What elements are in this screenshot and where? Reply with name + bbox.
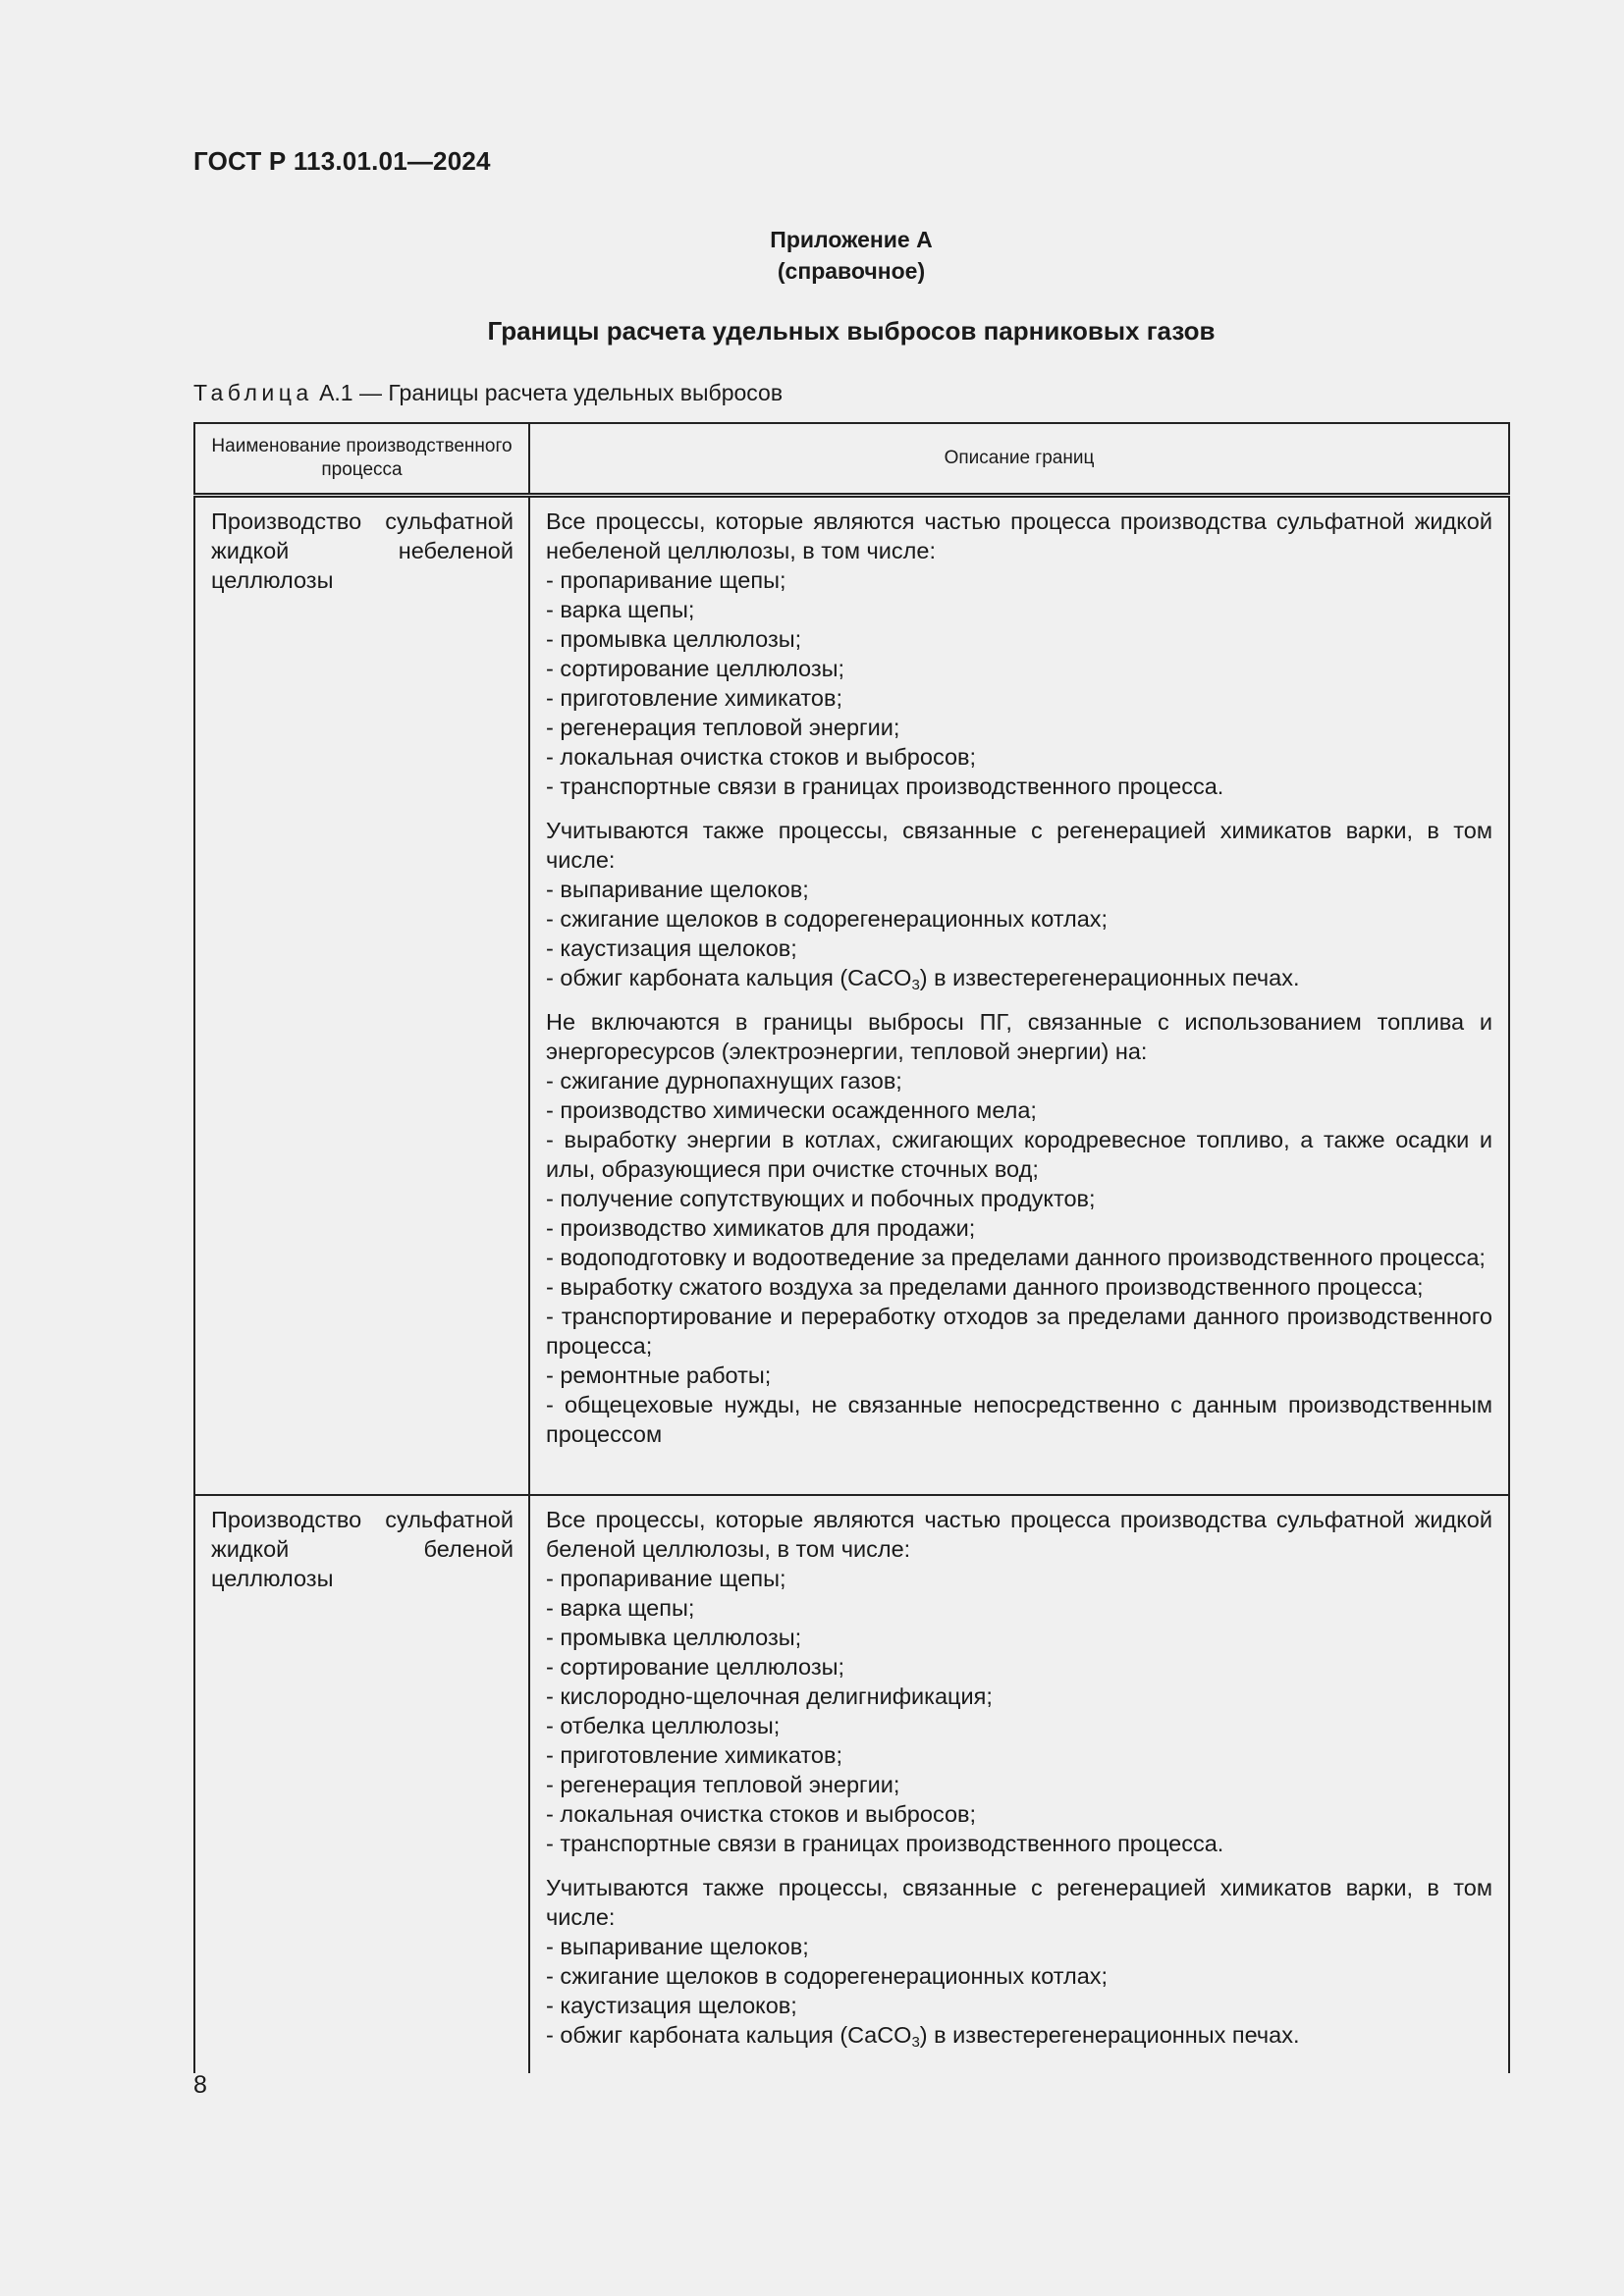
formula-subscript: 3 xyxy=(911,2034,920,2051)
list-item: - сжигание щелоков в содорегенерационных котлах; xyxy=(546,904,1492,934)
list-item: - варка щепы; xyxy=(546,1593,1492,1623)
header-process-name: Наименование производственного процесса xyxy=(194,423,529,496)
list-item: - ремонтные работы; xyxy=(546,1361,1492,1390)
block-intro: Учитываются также процессы, связанные с регенерацией химикатов варки, в том числе: xyxy=(546,1875,1492,1930)
list-item: - выпаривание щелоков; xyxy=(546,875,1492,904)
list-item: - общецеховые нужды, не связанные непосредственно с данным производственным процессом xyxy=(546,1390,1492,1449)
list-item: - выпаривание щелоков; xyxy=(546,1932,1492,1961)
table-caption-text: А.1 — Границы расчета удельных выбросов xyxy=(312,380,784,405)
appendix-kind: (справочное) xyxy=(777,258,926,284)
list-item: - транспортные связи в границах производственного процесса. xyxy=(546,1829,1492,1858)
list-item xyxy=(546,2020,1492,2050)
list-item: - промывка целлюлозы; xyxy=(546,624,1492,654)
appendix-heading xyxy=(0,224,1624,287)
process-name-cell: Производство сульфатной жидкой небеленой целлюлозы xyxy=(194,496,529,1496)
list-item: - выработку сжатого воздуха за пределами данного производственного процесса; xyxy=(546,1272,1492,1302)
boundary-description-cell xyxy=(529,496,1509,1496)
list-item: - сортирование целлюлозы; xyxy=(546,654,1492,683)
list-item: - варка щепы; xyxy=(546,595,1492,624)
list-item: - транспортирование и переработку отходов за пределами данного производственного процесса; xyxy=(546,1302,1492,1361)
table-caption xyxy=(193,380,783,406)
block-intro: Не включаются в границы выбросы ПГ, связанные с использованием топлива и энергоресурсов (электроэнергии, тепловой энергии) на: xyxy=(546,1009,1492,1064)
table-header-row xyxy=(194,423,1509,496)
document-code: ГОСТ Р 113.01.01—2024 xyxy=(193,146,491,176)
block-intro: Учитываются также процессы, связанные с регенерацией химикатов варки, в том числе: xyxy=(546,818,1492,873)
table-caption-word: Таблица xyxy=(193,380,313,405)
formula-text-before: обжиг карбоната кальция (CaCO xyxy=(560,2022,912,2048)
list-item: - регенерация тепловой энергии; xyxy=(546,1770,1492,1799)
list-item: - локальная очистка стоков и выбросов; xyxy=(546,742,1492,772)
main-title: Границы расчета удельных выбросов парниковых газов xyxy=(487,316,1216,346)
formula-text-after: ) в известерегенерационных печах. xyxy=(919,965,1300,990)
list-item: - приготовление химикатов; xyxy=(546,683,1492,713)
appendix-title: Приложение А xyxy=(770,227,933,252)
process-name-cell: Производство сульфатной жидкой беленой целлюлозы xyxy=(194,1495,529,2073)
list-item: - кислородно-щелочная делигнификация; xyxy=(546,1682,1492,1711)
list-item: - получение сопутствующих и побочных продуктов; xyxy=(546,1184,1492,1213)
description-block xyxy=(546,1007,1492,1449)
list-item: - сжигание дурнопахнущих газов; xyxy=(546,1066,1492,1095)
formula-subscript: 3 xyxy=(911,977,920,993)
description-block xyxy=(546,816,1492,992)
description-block xyxy=(546,1505,1492,1858)
list-item: - пропаривание щепы; xyxy=(546,565,1492,595)
block-intro: Все процессы, которые являются частью процесса производства сульфатной жидкой беленой целлюлозы, в том числе: xyxy=(546,1507,1492,1562)
list-item: - производство химически осажденного мела; xyxy=(546,1095,1492,1125)
boundaries-table xyxy=(193,422,1510,2073)
list-item: - приготовление химикатов; xyxy=(546,1740,1492,1770)
list-item: - транспортные связи в границах производственного процесса. xyxy=(546,772,1492,801)
list-item: - пропаривание щепы; xyxy=(546,1564,1492,1593)
list-item: - локальная очистка стоков и выбросов; xyxy=(546,1799,1492,1829)
description-block xyxy=(546,507,1492,801)
list-item: - промывка целлюлозы; xyxy=(546,1623,1492,1652)
list-item: - сжигание щелоков в содорегенерационных котлах; xyxy=(546,1961,1492,1991)
list-item: - водоподготовку и водоотведение за пределами данного производственного процесса; xyxy=(546,1243,1492,1272)
table-row xyxy=(194,496,1509,1496)
description-block xyxy=(546,1873,1492,2050)
list-item: - выработку энергии в котлах, сжигающих кородревесное топливо, а также осадки и илы, образующиеся при очистке сточных вод; xyxy=(546,1125,1492,1184)
formula-text-before: обжиг карбоната кальция (CaCO xyxy=(560,965,912,990)
list-item: - каустизация щелоков; xyxy=(546,1991,1492,2020)
block-intro: Все процессы, которые являются частью процесса производства сульфатной жидкой небеленой целлюлозы, в том числе: xyxy=(546,508,1492,563)
list-item xyxy=(546,963,1492,992)
formula-text-after: ) в известерегенерационных печах. xyxy=(919,2022,1300,2048)
list-item: - каустизация щелоков; xyxy=(546,934,1492,963)
list-item: - отбелка целлюлозы; xyxy=(546,1711,1492,1740)
page-number: 8 xyxy=(193,2071,207,2099)
header-boundary-description: Описание границ xyxy=(529,423,1509,496)
boundary-description-cell xyxy=(529,1495,1509,2073)
list-item: - регенерация тепловой энергии; xyxy=(546,713,1492,742)
list-item: - сортирование целлюлозы; xyxy=(546,1652,1492,1682)
list-item: - производство химикатов для продажи; xyxy=(546,1213,1492,1243)
table-row xyxy=(194,1495,1509,2073)
